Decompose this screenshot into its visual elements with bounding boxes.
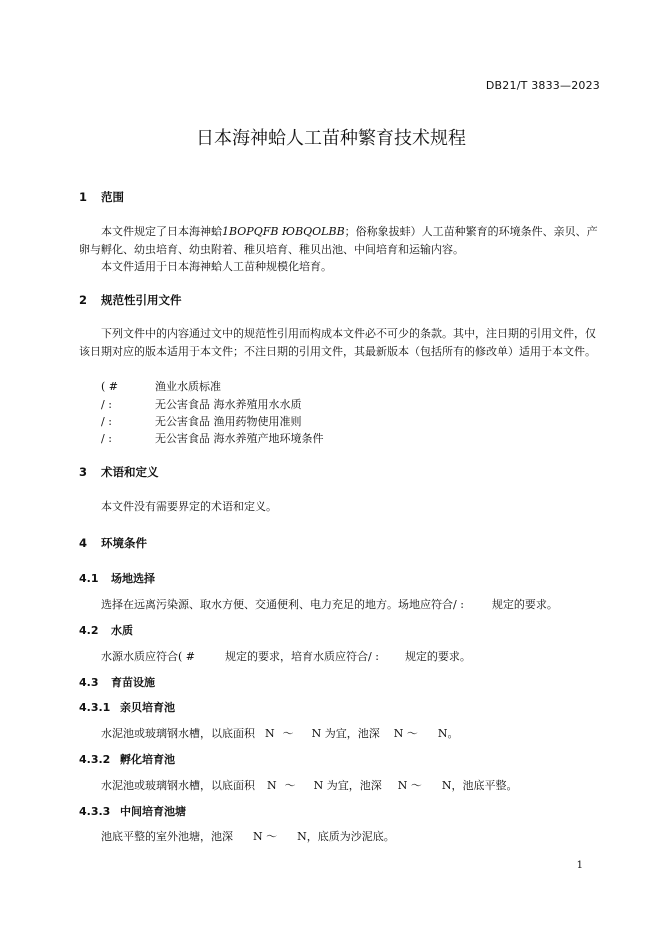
text: N。 — [437, 727, 459, 740]
subsection-number: 4.3.1 — [79, 701, 111, 714]
subsection-4-3-heading — [79, 674, 155, 690]
scope-paragraph: 本文件规定了日本海神蛤1BOPQFB ЮBQOLBB；俗称象拔蚌）人工苗种繁育的环境条件、亲贝、产卵与孵化、幼虫培育、幼虫附着、稚贝培育、稚贝出池、中间培育和运输内容。 — [79, 225, 598, 256]
text: N，池底平整。 — [441, 779, 518, 792]
subsection-title: 亲贝培育池 — [120, 701, 175, 714]
section-number: 4 — [79, 536, 88, 550]
subsection-title: 孵化培育池 — [120, 753, 175, 766]
text: 水源水质应符合( # — [101, 650, 196, 663]
subsection-4-3-2-heading — [79, 751, 175, 767]
subsection-number: 4.3.2 — [79, 753, 111, 766]
text: N ～ — [393, 727, 418, 740]
document-title: 日本海神蛤人工苗种繁育技术规程 — [196, 128, 466, 149]
text: N — [265, 727, 275, 740]
reference-code: / : — [101, 432, 112, 445]
section-number: 3 — [79, 465, 88, 479]
text: 规定的要求，培育水质应符合/ : — [225, 650, 379, 663]
text: 池底平整的室外池塘，池深 — [101, 830, 233, 843]
document-code: DB21/T 3833—2023 — [485, 79, 600, 92]
water-quality-text — [101, 648, 471, 665]
subsection-title: 育苗设施 — [111, 676, 155, 689]
section-1-heading — [79, 189, 124, 205]
page-number: 1 — [576, 860, 583, 871]
reference-code: / : — [101, 398, 112, 411]
reference-title: 渔业水质标准 — [155, 380, 221, 393]
section-title: 环境条件 — [101, 536, 147, 550]
text: N 为宜，池深 — [311, 727, 380, 740]
text: 水泥池或玻璃钢水槽，以底面积 — [101, 779, 255, 792]
section-3-heading — [79, 464, 159, 480]
site-selection-text — [101, 596, 558, 613]
text: N ～ — [253, 830, 278, 843]
normative-refs-paragraph: 下列文件中的内容通过文中的规范性引用而构成本文件必不可少的条款。其中，注日期的引用文件，仅该日期对应的版本适用于本文件；不注日期的引用文件，其最新版本（包括所有的修改单）适用于本文件。 — [79, 327, 596, 358]
reference-item — [101, 413, 302, 430]
reference-code: ( # — [101, 380, 119, 393]
text: 水泥池或玻璃钢水槽，以底面积 — [101, 727, 255, 740]
scope-text: 本文件规定了日本海神蛤 — [101, 225, 222, 238]
applicability-paragraph: 本文件适用于日本海神蛤人工苗种规模化培育。 — [101, 260, 332, 273]
section-title: 范围 — [101, 190, 124, 204]
text: ～ — [282, 727, 294, 740]
scope-text-cont: 俗称象拔蚌）人工苗种繁育的环境条件、亲贝、产卵与孵化、幼虫培育、幼虫附着、稚贝培育、稚贝出池、中间培育和运输内容。 — [79, 225, 598, 256]
subsection-number: 4.3.3 — [79, 805, 111, 818]
text: N 为宜，池深 — [313, 779, 382, 792]
text: N，底质为沙泥底。 — [297, 830, 395, 843]
text: 规定的要求。 — [491, 598, 558, 611]
section-title: 规范性引用文件 — [101, 293, 182, 307]
nursery-pond-text — [101, 828, 395, 845]
latin-name: 1BOPQFB ЮBQOLBB — [222, 225, 345, 238]
text: 规定的要求。 — [404, 650, 471, 663]
subsection-title: 中间培育池塘 — [120, 805, 186, 818]
reference-title: 无公害食品 渔用药物使用准则 — [155, 415, 302, 428]
reference-item — [101, 378, 221, 395]
terms-paragraph: 本文件没有需要界定的术语和定义。 — [101, 500, 277, 513]
text: ～ — [284, 779, 296, 792]
reference-item — [101, 430, 324, 447]
text: 选择在远离污染源、取水方便、交通便利、电力充足的地方。场地应符合/ : — [101, 598, 464, 611]
broodstock-pond-text — [101, 725, 459, 742]
subsection-number: 4.3 — [79, 676, 99, 689]
subsection-title: 水质 — [111, 624, 133, 637]
section-4-heading — [79, 535, 147, 551]
subsection-number: 4.1 — [79, 572, 99, 585]
reference-title: 无公害食品 海水养殖产地环境条件 — [155, 432, 324, 445]
text: N — [267, 779, 277, 792]
reference-item — [101, 396, 302, 413]
subsection-title: 场地选择 — [111, 572, 155, 585]
section-2-heading — [79, 292, 182, 308]
subsection-4-3-3-heading — [79, 803, 186, 819]
subsection-4-1-heading — [79, 570, 155, 586]
subsection-4-3-1-heading — [79, 699, 175, 715]
reference-title: 无公害食品 海水养殖用水水质 — [155, 398, 302, 411]
reference-code: / : — [101, 415, 112, 428]
section-title: 术语和定义 — [101, 465, 159, 479]
subsection-number: 4.2 — [79, 624, 99, 637]
hatching-pond-text — [101, 777, 518, 794]
section-number: 1 — [79, 190, 88, 204]
section-number: 2 — [79, 293, 88, 307]
text: N ～ — [397, 779, 422, 792]
subsection-4-2-heading — [79, 622, 133, 638]
